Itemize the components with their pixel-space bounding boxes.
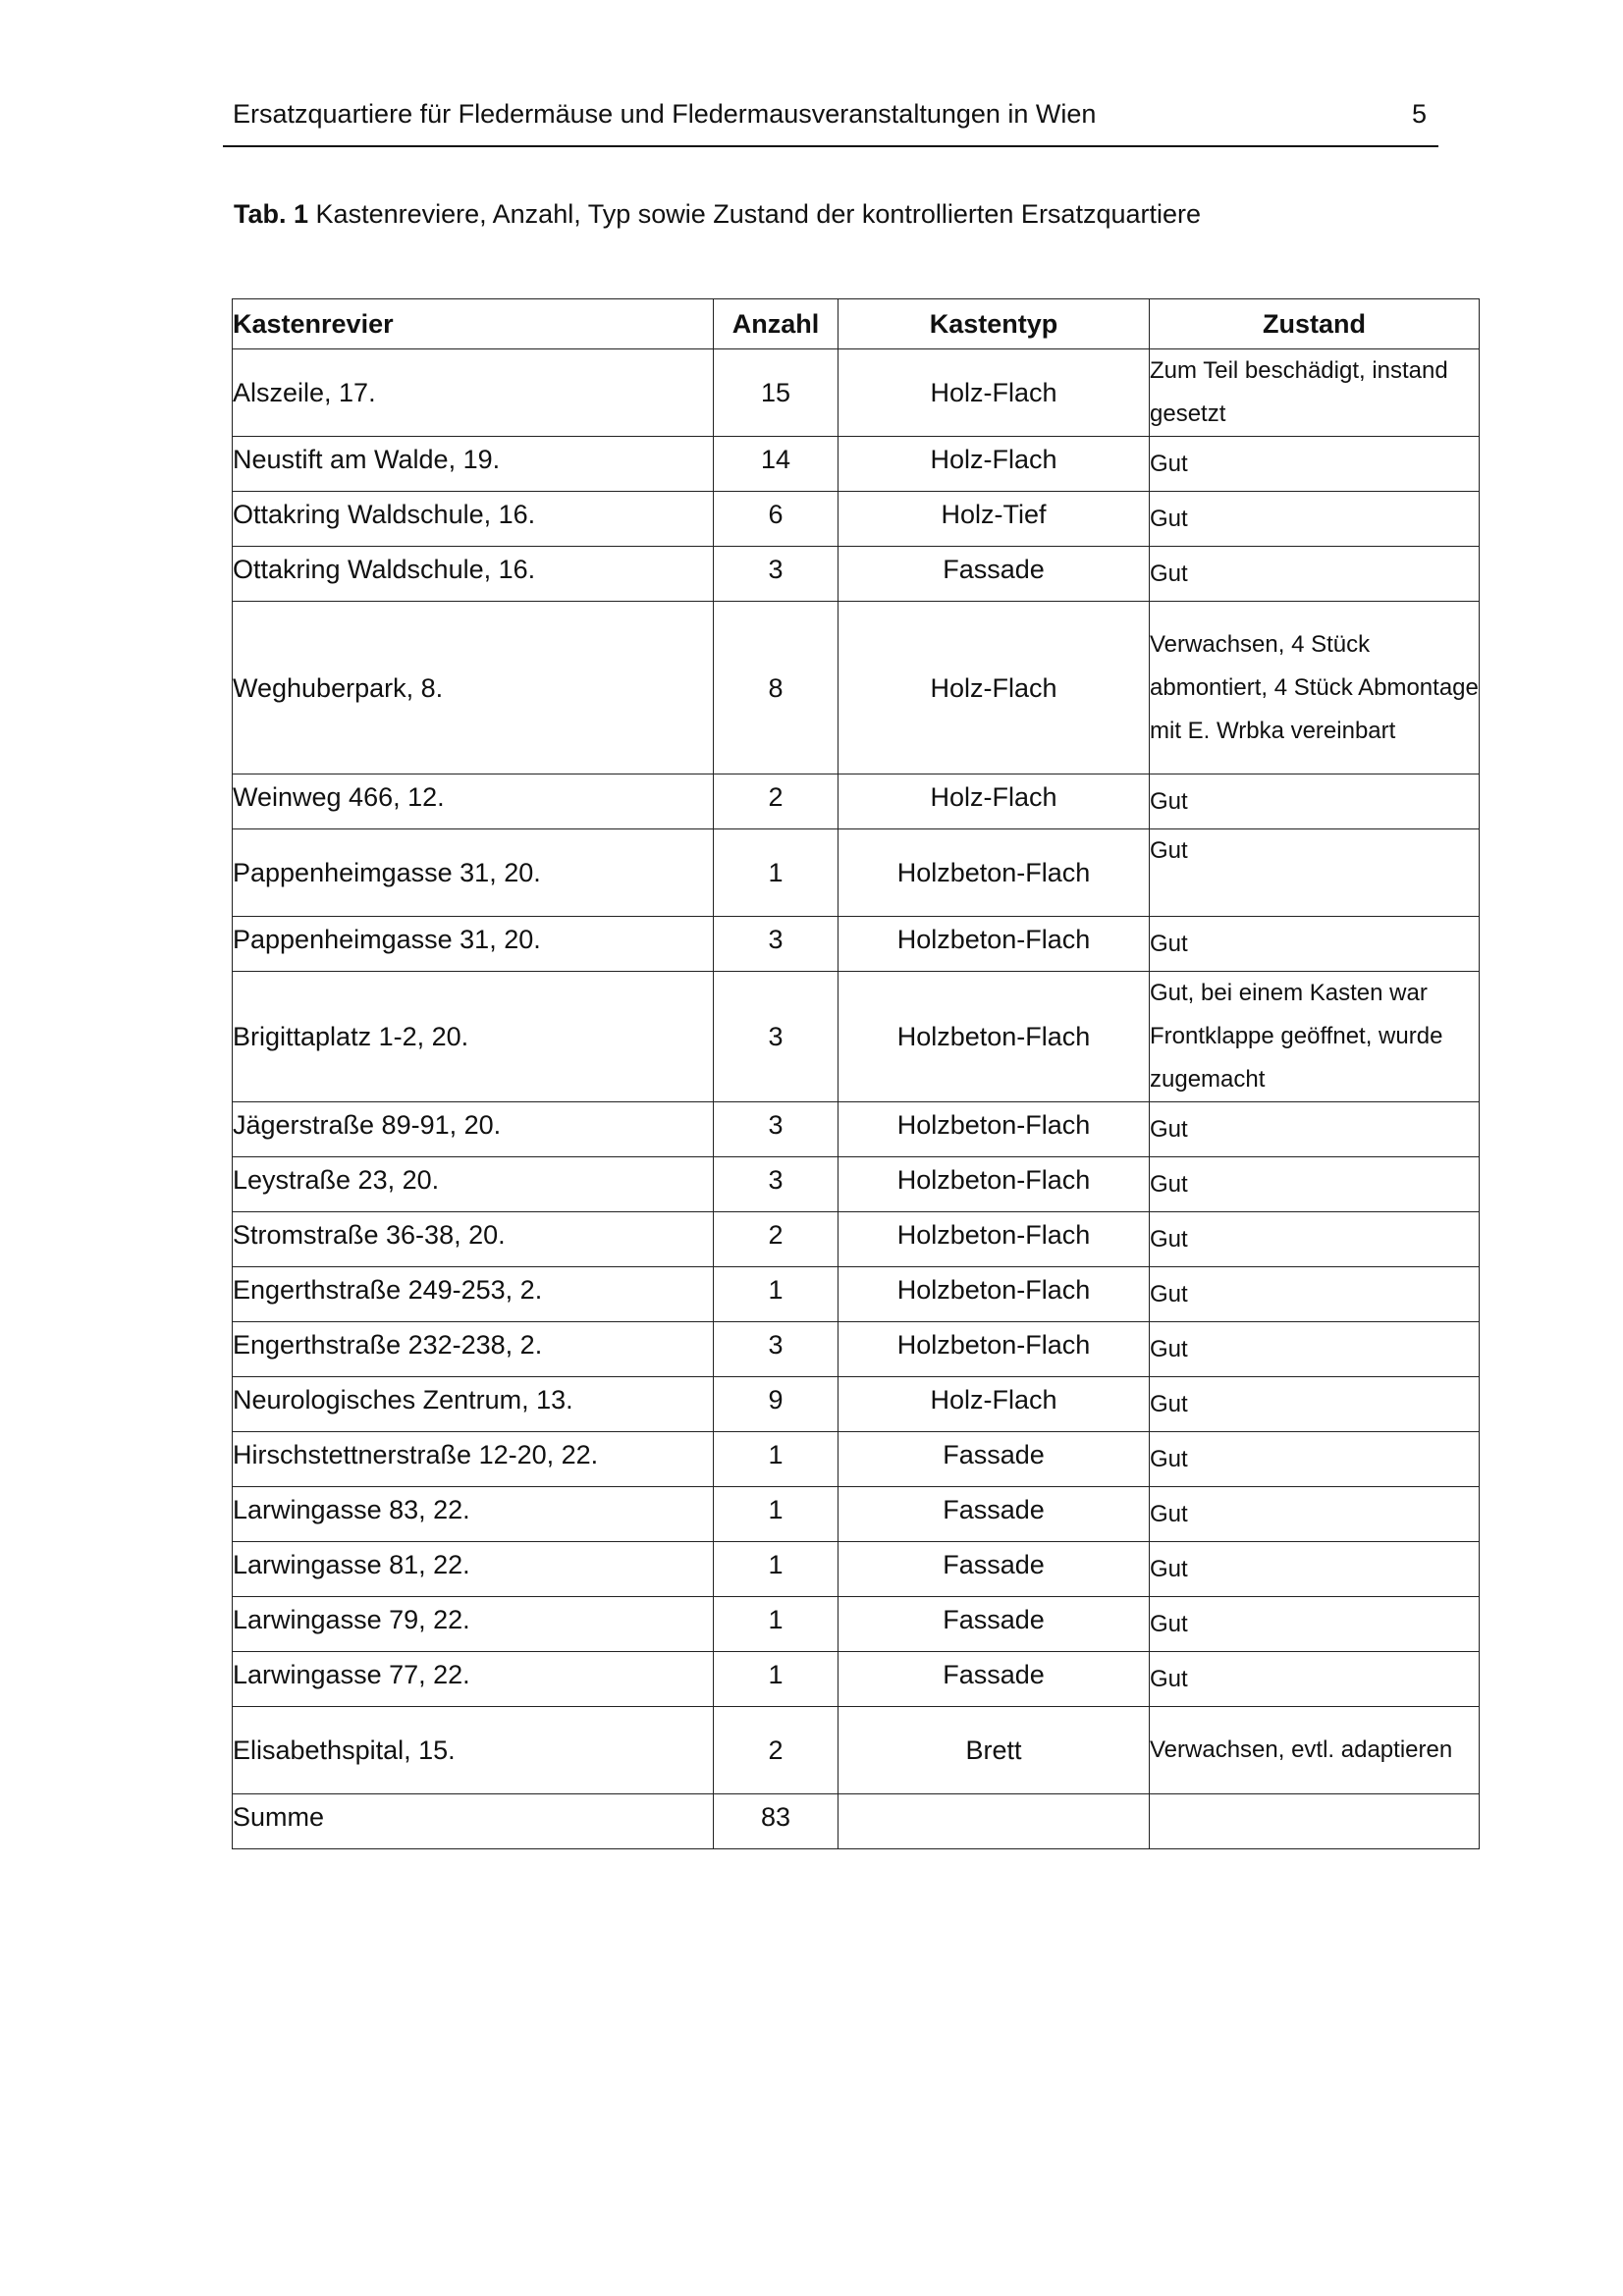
table-row bbox=[233, 1487, 1480, 1542]
cell-kastenrevier: Ottakring Waldschule, 16. bbox=[233, 547, 714, 602]
caption-label: Tab. 1 bbox=[234, 199, 309, 229]
table-row bbox=[233, 1432, 1480, 1487]
ersatzquartiere-table bbox=[232, 298, 1480, 1849]
table-row bbox=[233, 492, 1480, 547]
cell-kastentyp: Fassade bbox=[839, 547, 1150, 602]
cell-kastenrevier: Larwingasse 79, 22. bbox=[233, 1597, 714, 1652]
cell-anzahl: 6 bbox=[714, 492, 839, 547]
cell-zustand: Gut bbox=[1150, 1267, 1480, 1322]
cell-zustand: Gut bbox=[1150, 1597, 1480, 1652]
cell-kastentyp: Holzbeton-Flach bbox=[839, 972, 1150, 1102]
cell-kastentyp: Fassade bbox=[839, 1542, 1150, 1597]
cell-anzahl: 2 bbox=[714, 774, 839, 829]
cell-kastentyp: Fassade bbox=[839, 1652, 1150, 1707]
cell-zustand: Gut bbox=[1150, 829, 1480, 917]
cell-kastenrevier: Larwingasse 83, 22. bbox=[233, 1487, 714, 1542]
cell-zustand: Gut bbox=[1150, 1487, 1480, 1542]
column-header-kastentyp: Kastentyp bbox=[839, 299, 1150, 349]
cell-kastenrevier: Weghuberpark, 8. bbox=[233, 602, 714, 774]
cell-kastentyp: Holz-Flach bbox=[839, 602, 1150, 774]
cell-kastenrevier: Alszeile, 17. bbox=[233, 349, 714, 437]
cell-anzahl: 1 bbox=[714, 1487, 839, 1542]
cell-anzahl: 14 bbox=[714, 437, 839, 492]
cell-anzahl: 3 bbox=[714, 547, 839, 602]
cell-zustand: Gut bbox=[1150, 1652, 1480, 1707]
cell-kastenrevier: Engerthstraße 249-253, 2. bbox=[233, 1267, 714, 1322]
table-row bbox=[233, 1652, 1480, 1707]
cell-anzahl: 3 bbox=[714, 1322, 839, 1377]
cell-zustand: Gut bbox=[1150, 1377, 1480, 1432]
cell-anzahl: 3 bbox=[714, 972, 839, 1102]
cell-anzahl: 1 bbox=[714, 1542, 839, 1597]
cell-zustand: Gut bbox=[1150, 437, 1480, 492]
cell-kastentyp: Holz-Flach bbox=[839, 774, 1150, 829]
cell-kastentyp: Holz-Tief bbox=[839, 492, 1150, 547]
cell-zustand: Gut bbox=[1150, 1102, 1480, 1157]
page-header bbox=[223, 96, 1438, 147]
cell-kastenrevier: Engerthstraße 232-238, 2. bbox=[233, 1322, 714, 1377]
cell-anzahl: 1 bbox=[714, 1652, 839, 1707]
cell-kastenrevier: Weinweg 466, 12. bbox=[233, 774, 714, 829]
cell-anzahl: 9 bbox=[714, 1377, 839, 1432]
cell-kastenrevier: Neustift am Walde, 19. bbox=[233, 437, 714, 492]
cell-anzahl: 83 bbox=[714, 1794, 839, 1849]
page-number: 5 bbox=[1411, 99, 1427, 129]
table-row bbox=[233, 1157, 1480, 1212]
cell-anzahl: 8 bbox=[714, 602, 839, 774]
cell-kastentyp: Fassade bbox=[839, 1487, 1150, 1542]
cell-kastenrevier: Larwingasse 81, 22. bbox=[233, 1542, 714, 1597]
table-row bbox=[233, 349, 1480, 437]
cell-kastentyp: Holzbeton-Flach bbox=[839, 1267, 1150, 1322]
cell-zustand: Verwachsen, 4 Stück abmontiert, 4 Stück Abmontage mit E. Wrbka vereinbart bbox=[1150, 602, 1480, 774]
table-header-row bbox=[233, 299, 1480, 349]
cell-kastentyp bbox=[839, 1794, 1150, 1849]
cell-zustand bbox=[1150, 1794, 1480, 1849]
column-header-kastenrevier: Kastenrevier bbox=[233, 299, 714, 349]
table-caption bbox=[234, 196, 1201, 232]
cell-kastenrevier: Elisabethspital, 15. bbox=[233, 1707, 714, 1794]
cell-kastentyp: Holzbeton-Flach bbox=[839, 917, 1150, 972]
cell-kastenrevier: Hirschstettnerstraße 12-20, 22. bbox=[233, 1432, 714, 1487]
table-row bbox=[233, 1267, 1480, 1322]
table-row bbox=[233, 972, 1480, 1102]
cell-kastentyp: Fassade bbox=[839, 1432, 1150, 1487]
cell-kastenrevier: Brigittaplatz 1-2, 20. bbox=[233, 972, 714, 1102]
table-row bbox=[233, 774, 1480, 829]
cell-kastentyp: Holzbeton-Flach bbox=[839, 1102, 1150, 1157]
cell-zustand: Gut bbox=[1150, 1542, 1480, 1597]
cell-zustand: Gut bbox=[1150, 1212, 1480, 1267]
cell-kastenrevier: Neurologisches Zentrum, 13. bbox=[233, 1377, 714, 1432]
cell-anzahl: 15 bbox=[714, 349, 839, 437]
cell-kastenrevier: Leystraße 23, 20. bbox=[233, 1157, 714, 1212]
cell-zustand: Gut bbox=[1150, 917, 1480, 972]
table-row bbox=[233, 1377, 1480, 1432]
table-row bbox=[233, 1322, 1480, 1377]
cell-zustand: Gut bbox=[1150, 547, 1480, 602]
cell-zustand: Gut bbox=[1150, 774, 1480, 829]
cell-kastentyp: Brett bbox=[839, 1707, 1150, 1794]
cell-anzahl: 1 bbox=[714, 1432, 839, 1487]
running-title: Ersatzquartiere für Fledermäuse und Fledermausveranstaltungen in Wien bbox=[233, 99, 1097, 129]
cell-kastenrevier: Stromstraße 36-38, 20. bbox=[233, 1212, 714, 1267]
cell-zustand: Zum Teil beschädigt, instand gesetzt bbox=[1150, 349, 1480, 437]
cell-anzahl: 1 bbox=[714, 829, 839, 917]
table-row bbox=[233, 1542, 1480, 1597]
cell-zustand: Gut bbox=[1150, 1322, 1480, 1377]
cell-kastenrevier: Larwingasse 77, 22. bbox=[233, 1652, 714, 1707]
table-row bbox=[233, 1597, 1480, 1652]
table-row bbox=[233, 547, 1480, 602]
cell-kastentyp: Holzbeton-Flach bbox=[839, 1212, 1150, 1267]
table-row bbox=[233, 1707, 1480, 1794]
table-row bbox=[233, 1212, 1480, 1267]
cell-anzahl: 1 bbox=[714, 1597, 839, 1652]
table-row bbox=[233, 437, 1480, 492]
caption-text: Kastenreviere, Anzahl, Typ sowie Zustand der kontrollierten Ersatzquartiere bbox=[315, 199, 1202, 229]
cell-kastenrevier: Pappenheimgasse 31, 20. bbox=[233, 829, 714, 917]
cell-kastenrevier: Summe bbox=[233, 1794, 714, 1849]
cell-kastentyp: Holzbeton-Flach bbox=[839, 829, 1150, 917]
cell-kastentyp: Holz-Flach bbox=[839, 1377, 1150, 1432]
cell-anzahl: 2 bbox=[714, 1212, 839, 1267]
table-row bbox=[233, 1102, 1480, 1157]
cell-anzahl: 3 bbox=[714, 917, 839, 972]
cell-zustand: Gut bbox=[1150, 1432, 1480, 1487]
cell-anzahl: 1 bbox=[714, 1267, 839, 1322]
column-header-anzahl: Anzahl bbox=[714, 299, 839, 349]
cell-anzahl: 3 bbox=[714, 1157, 839, 1212]
table-row bbox=[233, 829, 1480, 917]
cell-zustand: Gut bbox=[1150, 492, 1480, 547]
cell-kastenrevier: Pappenheimgasse 31, 20. bbox=[233, 917, 714, 972]
cell-kastentyp: Holz-Flach bbox=[839, 349, 1150, 437]
cell-kastenrevier: Jägerstraße 89-91, 20. bbox=[233, 1102, 714, 1157]
table-row bbox=[233, 917, 1480, 972]
cell-zustand: Verwachsen, evtl. adaptieren bbox=[1150, 1707, 1480, 1794]
cell-kastentyp: Fassade bbox=[839, 1597, 1150, 1652]
cell-zustand: Gut, bei einem Kasten war Frontklappe geöffnet, wurde zugemacht bbox=[1150, 972, 1480, 1102]
cell-anzahl: 2 bbox=[714, 1707, 839, 1794]
cell-anzahl: 3 bbox=[714, 1102, 839, 1157]
table-row bbox=[233, 1794, 1480, 1849]
table-row bbox=[233, 602, 1480, 774]
cell-kastentyp: Holzbeton-Flach bbox=[839, 1322, 1150, 1377]
cell-kastentyp: Holzbeton-Flach bbox=[839, 1157, 1150, 1212]
cell-zustand: Gut bbox=[1150, 1157, 1480, 1212]
column-header-zustand: Zustand bbox=[1150, 299, 1480, 349]
cell-kastenrevier: Ottakring Waldschule, 16. bbox=[233, 492, 714, 547]
cell-kastentyp: Holz-Flach bbox=[839, 437, 1150, 492]
